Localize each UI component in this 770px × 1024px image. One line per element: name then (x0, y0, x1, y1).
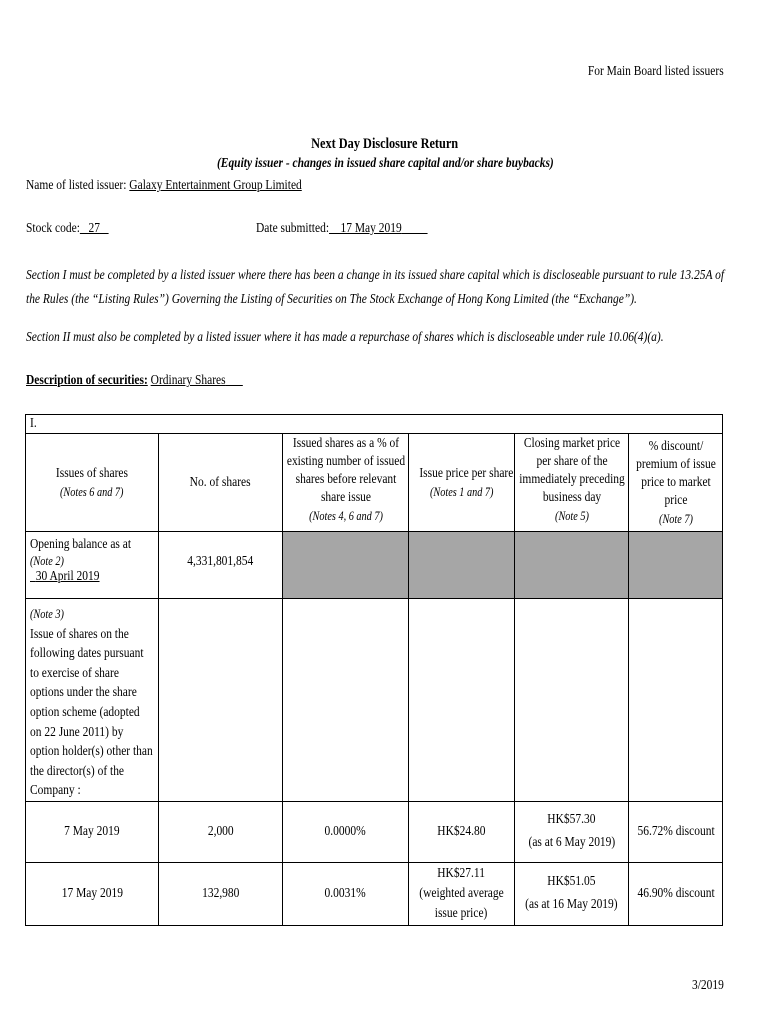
table-row (26, 862, 723, 925)
date-submitted-label: Date submitted: (256, 221, 330, 236)
date-submitted-value: 17 May 2019 (340, 221, 402, 236)
table-row (26, 801, 723, 862)
description-line (26, 373, 290, 389)
share-issue-table (25, 414, 723, 926)
stock-code-label: Stock code: (26, 221, 80, 236)
row-shares: 132,980 (159, 862, 283, 925)
header-closing-price: Closing market price per share of the immediately preceding business day (Note 5) (515, 434, 629, 532)
board-note: For Main Board listed issuers (588, 64, 724, 79)
description-label: Description of securities: (26, 373, 148, 388)
shaded-cell (515, 532, 629, 599)
header-issued-pct: Issued shares as a % of existing number of issued shares before relevant share issue (Notes 4, 6 and 7) (283, 434, 409, 532)
header-issues-of-shares: Issues of shares (Notes 6 and 7) (26, 434, 159, 532)
row-date: 7 May 2019 (26, 801, 159, 862)
stock-code-line (26, 221, 127, 237)
shaded-cell (283, 532, 409, 599)
row-issue-price: HK$27.11 (weighted average issue price) (409, 862, 515, 925)
stock-code-value: 27 (88, 221, 100, 236)
row-date: 17 May 2019 (26, 862, 159, 925)
issuer-line (26, 178, 362, 194)
empty-cell (629, 599, 723, 802)
opening-balance-label-cell: Opening balance as at (Note 2) 30 April 2019 (26, 532, 159, 599)
page-title: Next Day Disclosure Return (311, 136, 459, 152)
section-2-instructions: Section II must also be completed by a listed issuer where it has made a repurchase of shares which is discloseable under rule 10.06(4)(a). (26, 330, 664, 345)
row-pct: 0.0000% (283, 801, 409, 862)
section-1-instructions: Section I must be completed by a listed issuer where there has been a change in its issued share capital which is discloseable pursuant to rule 13.25A of the Rules (the “Listing Rules”) Governing the Listing of Securities on The Stock Exchange of Hong Kong Limited (the “Exchange”). (26, 268, 725, 307)
row-discount: 56.72% discount (629, 801, 723, 862)
empty-cell (515, 599, 629, 802)
section-label-cell: I. (26, 415, 723, 434)
issuer-label: Name of listed issuer: (26, 178, 127, 193)
issuer-name: Galaxy Entertainment Group Limited (129, 178, 302, 193)
header-discount: % discount/ premium of issue price to market price (Note 7) (629, 434, 723, 532)
title-block (0, 134, 770, 174)
note3-row (26, 599, 723, 802)
header-no-of-shares: No. of shares (159, 434, 283, 532)
opening-balance-row (26, 532, 723, 599)
empty-cell (283, 599, 409, 802)
shaded-cell (629, 532, 723, 599)
row-pct: 0.0031% (283, 862, 409, 925)
date-submitted-line (256, 221, 465, 237)
empty-cell (159, 599, 283, 802)
row-closing-price: HK$51.05 (as at 16 May 2019) (515, 862, 629, 925)
shaded-cell (409, 532, 515, 599)
row-issue-price: HK$24.80 (409, 801, 515, 862)
page-subtitle: (Equity issuer - changes in issued share capital and/or share buybacks) (216, 156, 554, 171)
row-shares: 2,000 (159, 801, 283, 862)
row-discount: 46.90% discount (629, 862, 723, 925)
description-value: Ordinary Shares (150, 373, 226, 388)
header-issue-price: Issue price per share (Notes 1 and 7) (409, 434, 515, 532)
empty-cell (409, 599, 515, 802)
row-closing-price: HK$57.30 (as at 6 May 2019) (515, 801, 629, 862)
note3-description-cell: (Note 3) Issue of shares on the following dates pursuant to exercise of share options under the share option scheme (adopted on 22 June 2011) by option holder(s) other than the director(s) of the Company : (26, 599, 159, 802)
opening-balance-shares: 4,331,801,854 (159, 532, 283, 599)
page-footer: 3/2019 (692, 978, 724, 993)
